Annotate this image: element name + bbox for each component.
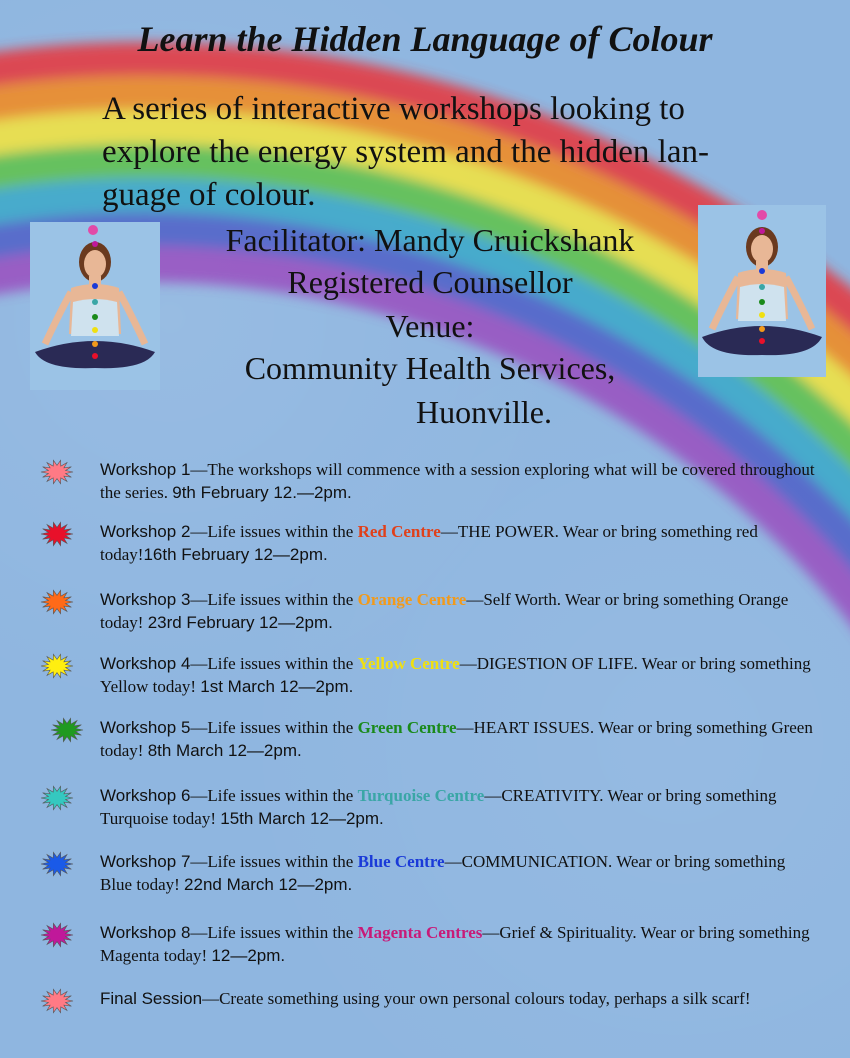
meditating-figure-right (698, 205, 826, 377)
starburst-icon (40, 988, 74, 1014)
venue-label: Venue: (385, 308, 475, 344)
workshop-date: 12—2pm. (211, 946, 286, 965)
workshop-label: Final Session (100, 989, 203, 1008)
intro-line: explore the energy system and the hidden lan- (102, 134, 709, 170)
intro-line: guage of colour. (102, 177, 316, 213)
intro-paragraph (102, 88, 802, 217)
workshop-text: —Life issues within the (190, 590, 358, 609)
meditating-figure-left (30, 222, 160, 390)
workshop-date: 16th February 12—2pm. (143, 545, 328, 564)
facilitator: Facilitator: Mandy Cruickshank (225, 222, 635, 258)
starburst-icon (40, 459, 74, 485)
workshop-label: Workshop 7 (100, 852, 191, 871)
workshop-label: Workshop 2 (100, 522, 191, 541)
workshop-text: —COMMUNICATION. Wear or bring something Blue today! (100, 852, 786, 894)
workshop-item (100, 921, 820, 967)
workshop-item (100, 588, 820, 634)
page-title: Learn the Hidden Language of Colour (137, 19, 713, 59)
workshop-label: Workshop 1 (100, 460, 191, 479)
starburst-icon (40, 589, 74, 615)
workshop-text: —Life issues within the (190, 718, 358, 737)
workshop-text: —Life issues within the (190, 786, 358, 805)
centre-name: Red Centre (357, 522, 441, 541)
workshop-date: 15th March 12—2pm. (220, 809, 384, 828)
workshop-text: —CREATIVITY. Wear or bring something Turquoise today! (100, 786, 777, 828)
centre-name: Yellow Centre (357, 654, 460, 673)
workshop-date: 9th February 12.—2pm. (172, 483, 352, 502)
workshop-item (100, 784, 820, 830)
starburst-icon (50, 717, 84, 743)
workshop-item (100, 458, 820, 504)
starburst-icon (40, 785, 74, 811)
workshop-label: Workshop 5 (100, 718, 191, 737)
starburst-icon (40, 922, 74, 948)
workshop-date: 23rd February 12—2pm. (147, 613, 333, 632)
workshop-label: Workshop 4 (100, 654, 191, 673)
workshop-item (100, 850, 820, 896)
workshop-item (100, 987, 820, 1010)
workshop-text: —Life issues within the (190, 852, 358, 871)
centre-name: Turquoise Centre (357, 786, 485, 805)
workshop-text: —THE POWER. Wear or bring something red today! (100, 522, 758, 564)
centre-name: Blue Centre (357, 852, 445, 871)
workshop-date: 22nd March 12—2pm. (184, 875, 353, 894)
workshop-text: —Self Worth. Wear or bring something Orange today! (100, 590, 789, 632)
starburst-icon (40, 653, 74, 679)
centre-name: Orange Centre (357, 590, 467, 609)
workshop-label: Workshop 3 (100, 590, 191, 609)
starburst-icon (40, 521, 74, 547)
workshop-item (100, 520, 820, 566)
workshop-text: —DIGESTION OF LIFE. Wear or bring something Yellow today! (100, 654, 811, 696)
credential: Registered Counsellor (287, 264, 573, 300)
workshop-label: Workshop 6 (100, 786, 191, 805)
starburst-icon (40, 851, 74, 877)
venue-name: Community Health Services, (244, 350, 616, 386)
workshop-text: —Grief & Spirituality. Wear or bring something Magenta today! (100, 923, 810, 965)
workshop-text: —HEART ISSUES. Wear or bring something Green today! (100, 718, 813, 760)
workshop-label: Workshop 8 (100, 923, 191, 942)
workshop-text: —Life issues within the (190, 522, 358, 541)
centre-name: Green Centre (357, 718, 457, 737)
workshop-date: 8th March 12—2pm. (147, 741, 302, 760)
workshop-item (100, 716, 820, 762)
workshop-text: —Create something using your own personal colours today, perhaps a silk scarf! (202, 989, 751, 1008)
workshop-text: —The workshops will commence with a session exploring what will be covered throughout the series. (100, 460, 815, 502)
workshop-text: —Life issues within the (190, 923, 358, 942)
workshop-date: 1st March 12—2pm. (200, 677, 354, 696)
workshop-text: —Life issues within the (190, 654, 358, 673)
workshop-item (100, 652, 820, 698)
venue-town: Huonville. (416, 394, 552, 430)
centre-name: Magenta Centres (357, 923, 483, 942)
intro-line: A series of interactive workshops looking to (102, 91, 685, 127)
